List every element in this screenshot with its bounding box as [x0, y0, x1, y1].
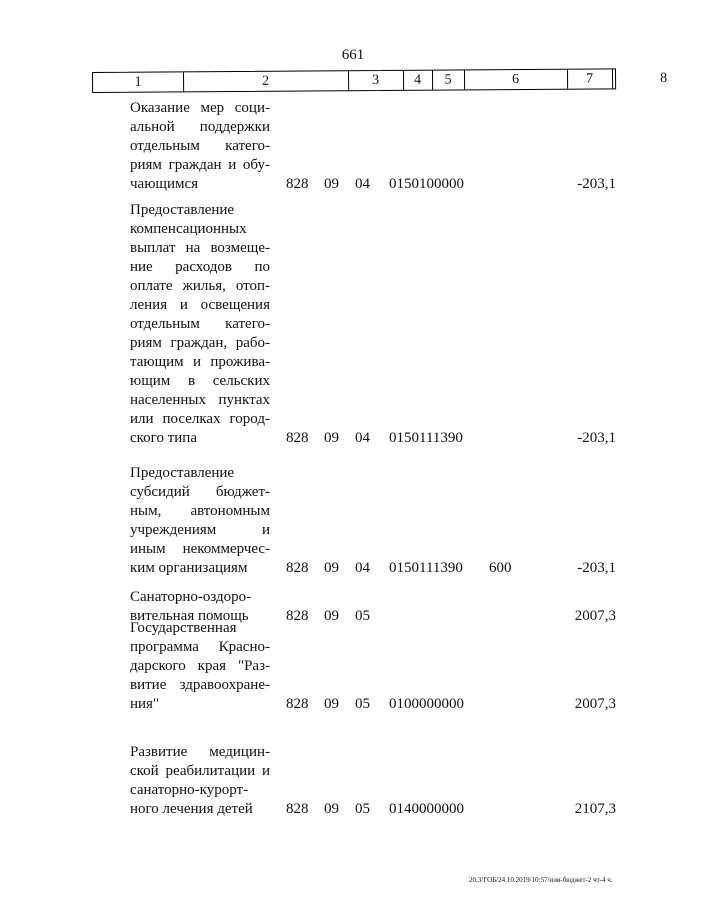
row-c6-value: 0140000000 — [389, 801, 464, 817]
column-header-1: 1 — [93, 72, 184, 92]
document-footer: 20.3/ГОБ/24.10.2019/10:57/изм-бюджет-2 чт-4 ч. — [469, 876, 613, 884]
row-name-line: Предоставление — [130, 202, 235, 218]
row-c8-value: -203,1 — [577, 176, 616, 192]
row-c7-value: 600 — [489, 560, 512, 576]
row-name-line: Оказание мер соци- — [130, 100, 270, 116]
row-c6-value: 0100000000 — [389, 696, 464, 712]
row-name-line: учреждениям и — [130, 522, 270, 538]
row-name-line: отдельным катего- — [130, 316, 270, 332]
column-header-6: 6 — [464, 70, 568, 90]
row-c6-value: 0150111390 — [389, 560, 463, 576]
row-name-line: или поселках город- — [130, 411, 270, 427]
row-name-line: дарского края "Раз- — [130, 658, 270, 674]
row-name-line: Предоставление — [130, 465, 235, 481]
row-c5-value: 05 — [355, 608, 370, 624]
row-c3-value: 828 — [286, 608, 309, 624]
row-c3-value: 828 — [286, 176, 309, 192]
row-name — [130, 619, 270, 714]
row-c4-value: 09 — [324, 560, 339, 576]
row-name — [130, 99, 270, 194]
row-c3-value: 828 — [286, 560, 309, 576]
table-header — [92, 68, 668, 93]
row-c8-value: -203,1 — [577, 430, 616, 446]
row-name-line: витие здравоохране- — [130, 677, 270, 693]
row-name-line: альной поддержки — [130, 119, 270, 135]
row-name — [130, 743, 270, 819]
row-c4-value: 09 — [324, 696, 339, 712]
row-c3-value: 828 — [286, 696, 309, 712]
row-c4-value: 09 — [324, 176, 339, 192]
row-name-line: оплате жилья, отоп- — [130, 278, 270, 294]
row-name-line: Развитие медицин- — [130, 744, 270, 760]
column-header-4: 4 — [403, 71, 433, 90]
row-name-line: вительная помощь — [130, 608, 249, 624]
row-c6-value: 0150100000 — [389, 176, 464, 192]
row-name — [130, 464, 270, 578]
row-name — [130, 201, 270, 448]
page-number: 661 — [341, 47, 365, 63]
row-name-line: субсидий бюджет- — [130, 484, 270, 500]
row-c5-value: 04 — [355, 430, 370, 446]
row-name-line: тающим и прожива- — [130, 354, 270, 370]
column-header-8: 8 — [660, 70, 668, 87]
column-header-5: 5 — [432, 70, 465, 89]
row-name-line: иным некоммерчес- — [130, 541, 270, 557]
row-name-line: риям граждан, рабо- — [130, 335, 270, 351]
row-name-line: выплат на возмеще- — [130, 240, 270, 256]
row-c4-value: 09 — [324, 801, 339, 817]
column-header-7: 7 — [567, 69, 613, 88]
row-c5-value: 04 — [355, 176, 370, 192]
row-name-line: риям граждан и обу- — [130, 157, 270, 173]
row-c6-value: 0150111390 — [389, 430, 463, 446]
row-name-line: Государственная — [130, 620, 237, 636]
row-c8-value: 2007,3 — [574, 608, 616, 624]
row-name-line: ным, автономным — [130, 503, 270, 519]
row-name-line: санаторно-курорт- — [130, 782, 249, 798]
row-c3-value: 828 — [286, 801, 309, 817]
row-c8-value: 2007,3 — [574, 696, 616, 712]
row-name-line: ского типа — [130, 430, 197, 446]
row-name-line: ющим в сельских — [130, 373, 270, 389]
row-c5-value: 04 — [355, 560, 370, 576]
row-name-line: программа Красно- — [130, 639, 270, 655]
row-c5-value: 05 — [355, 801, 370, 817]
column-header-3: 3 — [348, 71, 404, 90]
row-name-line: ние расходов по — [130, 259, 270, 275]
row-c8-value: -203,1 — [577, 560, 616, 576]
row-name-line: населенных пунктах — [130, 392, 270, 408]
row-name-line: ния" — [130, 696, 160, 712]
row-c5-value: 05 — [355, 696, 370, 712]
row-name-line: отдельным катего- — [130, 138, 270, 154]
row-c8-value: 2107,3 — [574, 801, 616, 817]
row-name-line: ской реабилитации и — [130, 763, 270, 779]
row-name-line: ления и освещения — [130, 297, 270, 313]
row-c4-value: 09 — [324, 608, 339, 624]
row-name-line: ким организациям — [130, 560, 248, 576]
row-name-line: Санаторно-оздоро- — [130, 589, 252, 605]
row-name-line: чающимся — [130, 176, 199, 192]
row-name-line: компенсационных — [130, 221, 247, 237]
row-name-line: ного лечения детей — [130, 801, 253, 817]
row-c3-value: 828 — [286, 430, 309, 446]
column-header-2: 2 — [183, 71, 349, 91]
row-c4-value: 09 — [324, 430, 339, 446]
